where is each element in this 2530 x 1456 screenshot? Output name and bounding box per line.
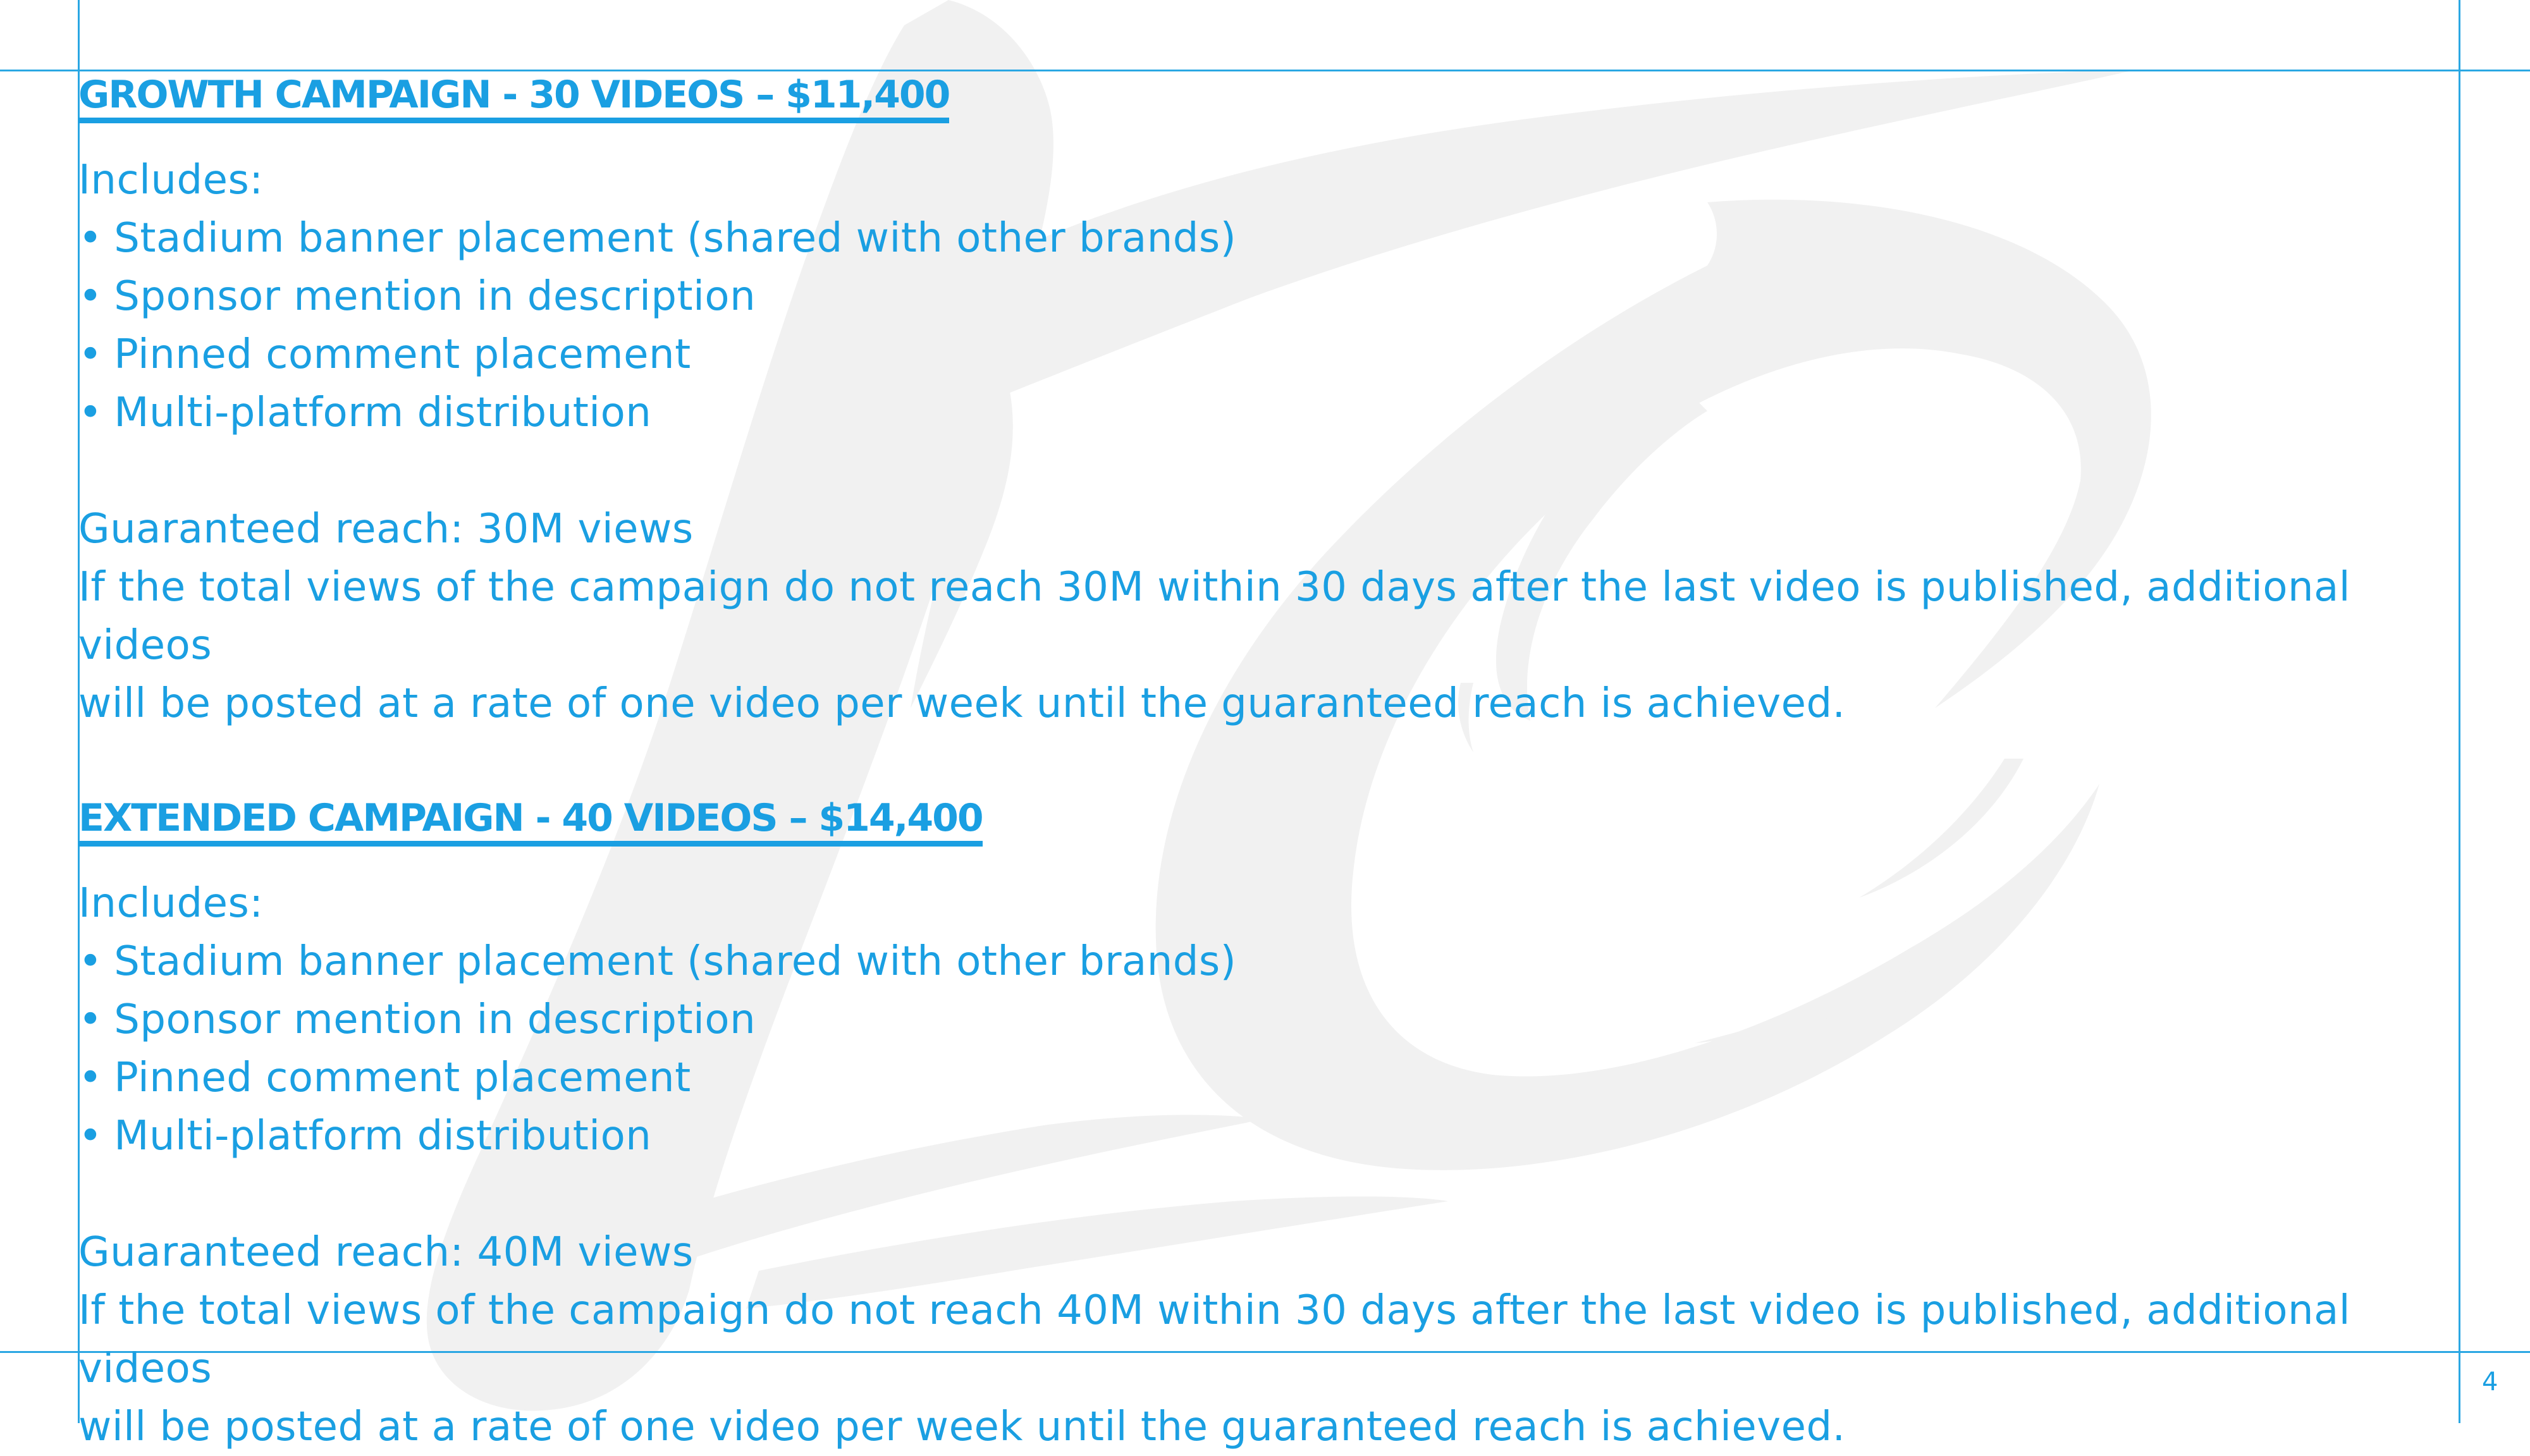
guaranteed-reach: Guaranteed reach: 40M views bbox=[78, 1229, 694, 1276]
campaign-title: GROWTH CAMPAIGN - 30 VIDEOS – $11,400 bbox=[78, 76, 949, 123]
reach-note-line-1: If the total views of the campaign do not reach 40M within 30 days after the last video is published, additional videos bbox=[78, 1287, 2351, 1392]
includes-label: Includes: bbox=[78, 157, 264, 204]
list-item bbox=[78, 933, 2459, 991]
bullet-icon: • bbox=[78, 996, 103, 1043]
campaign-section-extended bbox=[78, 793, 2459, 1456]
list-item bbox=[78, 1107, 2459, 1165]
list-item-text: Stadium banner placement (shared with other brands) bbox=[114, 938, 1237, 985]
bullet-icon: • bbox=[78, 1113, 103, 1159]
list-item bbox=[78, 991, 2459, 1049]
campaign-title: EXTENDED CAMPAIGN - 40 VIDEOS – $14,400 bbox=[78, 799, 983, 847]
slide-content bbox=[78, 70, 2459, 1456]
bullet-icon: • bbox=[78, 1055, 103, 1101]
bullet-icon: • bbox=[78, 331, 103, 378]
list-item-text: Pinned comment placement bbox=[114, 1055, 691, 1101]
guaranteed-reach: Guaranteed reach: 30M views bbox=[78, 506, 694, 553]
list-item bbox=[78, 384, 2459, 442]
bullet-icon: • bbox=[78, 938, 103, 985]
bullet-icon: • bbox=[78, 389, 103, 436]
includes-list bbox=[78, 933, 2459, 1165]
reach-note-line-2: will be posted at a rate of one video per week until the guaranteed reach is achieved. bbox=[78, 1404, 1846, 1450]
list-item-text: Multi-platform distribution bbox=[114, 389, 652, 436]
reach-note-line-2: will be posted at a rate of one video per week until the guaranteed reach is achieved. bbox=[78, 680, 1846, 727]
list-item-text: Pinned comment placement bbox=[114, 331, 691, 378]
bullet-icon: • bbox=[78, 215, 103, 262]
campaign-section-growth bbox=[78, 70, 2459, 733]
list-item-text: Sponsor mention in description bbox=[114, 273, 756, 320]
list-item-text: Stadium banner placement (shared with other brands) bbox=[114, 215, 1237, 262]
list-item bbox=[78, 267, 2459, 326]
reach-note-line-1: If the total views of the campaign do not reach 30M within 30 days after the last video is published, additional videos bbox=[78, 564, 2351, 669]
page-number: 4 bbox=[2482, 1367, 2498, 1397]
list-item-text: Multi-platform distribution bbox=[114, 1113, 652, 1159]
list-item bbox=[78, 209, 2459, 267]
list-item-text: Sponsor mention in description bbox=[114, 996, 756, 1043]
includes-list bbox=[78, 209, 2459, 442]
includes-label: Includes: bbox=[78, 880, 264, 927]
list-item bbox=[78, 326, 2459, 384]
bullet-icon: • bbox=[78, 273, 103, 320]
list-item bbox=[78, 1049, 2459, 1107]
